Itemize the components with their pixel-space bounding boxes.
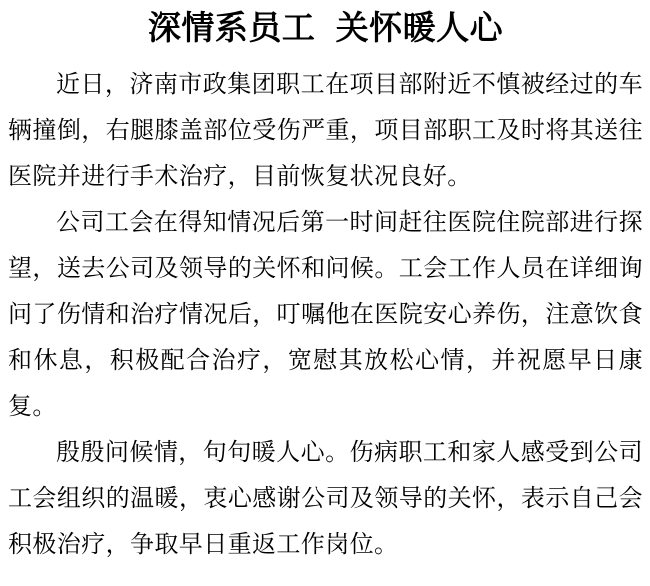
paragraph-gratitude: 殷殷问候情，句句暖人心。伤病职工和家人感受到公司工会组织的温暖，衷心感谢公司及领导的关怀，表示自己会积极治疗，争取早日重返工作岗位。 [8,440,643,558]
paragraph-incident: 近日，济南市政集团职工在项目部附近不慎被经过的车辆撞倒，右腿膝盖部位受伤严重，项目部职工及时将其送往医院并进行手术治疗，目前恢复状况良好。 [8,72,643,190]
paragraph-union-visit: 公司工会在得知情况后第一时间赶往医院住院部进行探望，送去公司及领导的关怀和问候。工会工作人员在详细询问了伤情和治疗情况后，叮嘱他在医院安心养伤，注意饮食和休息，积极配合治疗，宽慰其放松心情，并祝愿早日康复。 [8,210,643,420]
document-title: 深情系员工 关怀暖人心 [147,11,504,47]
